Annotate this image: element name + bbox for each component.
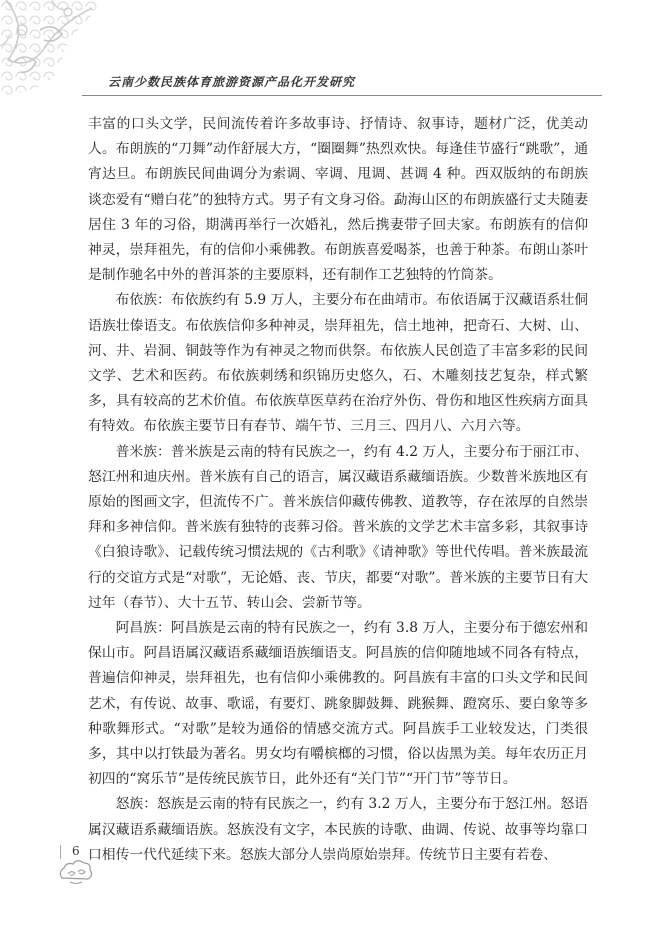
- header-divider: [82, 95, 602, 96]
- running-header: 云南少数民族体育旅游资源产品化开发研究: [108, 75, 356, 89]
- paragraph-nu: 怒族：怒族是云南的特有民族之一，约有 3.2 万人，主要分布于怒江州。怒语属汉藏语系藏缅语族。怒族没有文字，本民族的诗歌、曲调、传说、故事等均靠口口相传一代代延续下来。怒族大部分人崇尚原始崇拜。传统节日主要有若卷、: [88, 796, 588, 863]
- page-number: 6: [72, 844, 80, 858]
- footer-divider: [60, 845, 61, 859]
- paragraph-bulang-continued: 丰富的口头文学，民间流传着许多故事诗、抒情诗、叙事诗，题材广泛，优美动人。布朗族的“刀舞”动作舒展大方，“圈圈舞”热烈欢快。每逢佳节盛行“跳歌”，通宵达旦。布朗族民间曲调分为索调、宰调、甩调、甚调 4 种。西双版纳的布朗族谈恋爱有“赠白花”的独特方式。男子有文身习俗。勐海山区的布朗族盛行丈夫随妻居住 3 年的习俗，期满再举行一次婚礼，然后携妻带子回夫家。布朗族有的信仰神灵，崇拜祖先，有的信仰小乘佛教。布朗族喜爱喝茶，也善于种茶。布朗山茶叶是制作驰名中外的普洱茶的主要原料，还有制作工艺独特的竹筒茶。: [88, 116, 588, 284]
- auspicious-cloud-icon: [56, 858, 96, 886]
- paragraph-achang: 阿昌族：阿昌族是云南的特有民族之一，约有 3.8 万人，主要分布于德宏州和保山市。阿昌语属汉藏语系藏缅语族缅语支。阿昌族的信仰随地域不同各有特点，普遍信仰神灵，崇拜祖先，也有信仰小乘佛教的。阿昌族有丰富的口头文学和民间艺术，有传说、故事、歌谣，有要灯、跳象脚鼓舞、跳猴舞、蹬窝乐、要白象等多种歌舞形式。“对歌”是较为通俗的情感交流方式。阿昌族手工业较发达，门类很多，其中以打铁最为著名。男女均有嚼槟榔的习惯，俗以齿黑为美。每年农历正月初四的“窝乐节”是传统民族节日，此外还有“关门节”“开门节”等节日。: [88, 620, 588, 788]
- main-text: [88, 112, 588, 868]
- paragraph-pumi: 普米族：普米族是云南的特有民族之一，约有 4.2 万人，主要分布于丽江市、怒江州和迪庆州。普米族有自己的语言，属汉藏语系藏缅语族。少数普米族地区有原始的图画文字，但流传不广。普米族信仰藏传佛教、道教等，存在浓厚的自然崇拜和多神信仰。普米族有独特的丧葬习俗。普米族的文学艺术丰富多彩，其叙事诗《白狼诗歌》、记载传统习惯法规的《古利歌》《请神歌》等世代传唱。普米族最流行的交谊方式是“对歌”，无论婚、丧、节庆，都要“对歌”。普米族的主要节日有大过年（春节）、大十五节、转山会、尝新节等。: [88, 443, 588, 611]
- cloud-pattern-ornament: [0, 0, 110, 100]
- paragraph-buyi: 布依族：布依族约有 5.9 万人，主要分布在曲靖市。布依语属于汉藏语系壮侗语族壮傣语支。布依族信仰多种神灵，崇拜祖先，信土地神，把奇石、大树、山、河、井、岩洞、铜鼓等作为有神灵之物而供祭。布依族人民创造了丰富多彩的民间文学、艺术和医药。布依族刺绣和织锦历史悠久，石、木雕刻技艺复杂，样式繁多，具有较高的艺术价值。布依族草医草药在治疗外伤、骨伤和地区性疾病方面具有特效。布依族主要节日有春节、端午节、三月三、四月八、六月六等。: [88, 292, 588, 435]
